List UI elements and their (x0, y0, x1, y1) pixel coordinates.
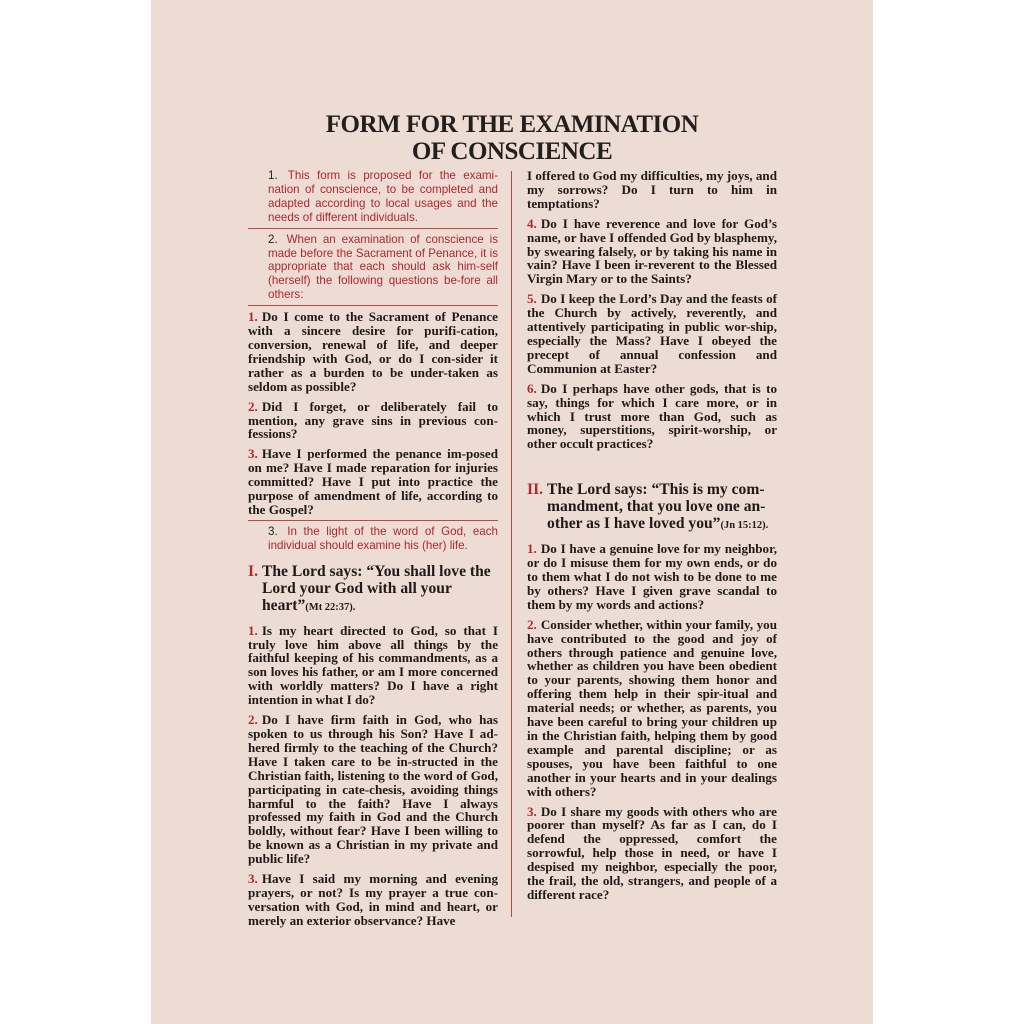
question-number: 4. (527, 215, 537, 231)
question-item (248, 713, 498, 866)
column-divider (511, 171, 512, 917)
heading-quote: The Lord says: “You shall love the Lord your God with all your heart” (261, 562, 491, 614)
note-number: 3. (268, 524, 278, 538)
note-text: When an examination of conscience is made before the Sacrament of Penance, it is appropriate that each should ask him-self (herself) the following questions be-fore all others: (268, 232, 498, 302)
note-text: This form is proposed for the exami-nation of conscience, to be completed and adapted according to local usages and the needs of different individuals. (268, 169, 498, 224)
question-item (527, 618, 777, 799)
question-text: Do I come to the Sacrament of Penance with a sincere desire for purifi-cation, conversion, renewal of life, and deeper friendship with God, or do I con-sider it rather as a burden to be under-taken as seldom as possible? (248, 309, 498, 394)
question-text: Have I said my morning and evening prayers, or not? Is my prayer a true con-versation with God, in mind and heart, or merely an exterior observance? Have (248, 871, 498, 928)
question-text: Did I forget, or deliberately fail to mention, any grave sins in previous con-fessions? (248, 398, 498, 442)
question-number: 1. (248, 622, 258, 638)
question-number: 2. (248, 398, 258, 414)
question-text: Do I keep the Lord’s Day and the feasts of the Church by actively, reverently, and attentively participating in public wor-ship, especially the Mass? Have I obeyed the precept of annual confession and Communion at Easter? (527, 291, 777, 376)
section-heading (248, 563, 498, 616)
title-line-1: FORM FOR THE EXAMINATION (325, 110, 699, 138)
question-item (248, 447, 498, 517)
question-text: Is my heart directed to God, so that I truly love him above all things by the faithful keeping of his commandments, as a son loves his father, or am I more concerned with worldly matters? Do I have a right intention in what I do? (248, 622, 498, 708)
note-number: 2. (268, 232, 278, 246)
question-number: 3. (527, 803, 537, 819)
heading-quote: The Lord says: “This is my com-mandment, that you love one an-other as I have loved you” (547, 481, 766, 533)
question-number: 5. (527, 291, 537, 307)
question-number: 1. (248, 309, 258, 325)
left-column (248, 169, 498, 934)
intro-note (248, 233, 498, 303)
question-text: Do I have firm faith in God, who has spoken to us through his Son? Have I ad-hered firmly to the teaching of the Church? Have I taken care to be in-structed in the Christian faith, listening to the word of God, participating in cate-chesis, avoiding things harmful to the faith? Have I always professed my faith in God and the Church boldly, without fear? Have I been willing to be known as a Christian in my private and public life? (248, 712, 498, 867)
question-item (527, 217, 777, 287)
intro-note (248, 169, 498, 225)
question-number: 3. (248, 871, 258, 887)
question-item (527, 382, 777, 452)
section-heading-text (262, 563, 498, 616)
scripture-reference: (Mt 22:37). (305, 601, 356, 613)
note-separator (248, 228, 498, 229)
question-item (527, 542, 777, 612)
title-line-2: OF CONSCIENCE (411, 137, 613, 165)
question-text: Do I have reverence and love for God’s name, or have I offended God by blasphemy, by swearing falsely, or by taking his name in vain? Have I been ir-reverent to the Blessed Virgin Mary or to the Saints? (527, 215, 777, 287)
question-item (248, 400, 498, 442)
question-item (527, 805, 777, 902)
section-numeral: I. (248, 562, 258, 580)
question-item (248, 310, 498, 393)
question-item (248, 872, 498, 928)
question-number: 1. (527, 541, 537, 557)
question-continuation: I offered to God my difficulties, my joys, and my sorrows? Do I turn to him in temptations? (527, 168, 777, 211)
note-separator (248, 305, 498, 306)
section-heading (527, 481, 777, 534)
section-heading-text (547, 481, 777, 534)
scripture-reference: (Jn 15:12). (720, 520, 769, 532)
question-number: 3. (248, 446, 258, 462)
intro-note (248, 525, 498, 553)
question-number: 2. (248, 712, 258, 728)
document-page (151, 0, 873, 1024)
question-text: Do I perhaps have other gods, that is to say, things for which I care more, or in which I trust more than God, such as money, superstitions, spirit-worship, or other occult practices? (527, 380, 777, 452)
note-text: In the light of the word of God, each individual should examine his (her) life. (268, 524, 498, 552)
note-number: 1. (268, 169, 278, 182)
question-number: 2. (527, 616, 537, 632)
section-numeral: II. (527, 481, 544, 499)
question-text: Do I share my goods with others who are poorer than myself? As far as I can, do I defend the oppressed, comfort the sorrowful, help those in need, or have I despised my neighbor, especially the poor, the frail, the old, strangers, and people of a different race? (527, 803, 777, 902)
question-number: 6. (527, 380, 537, 396)
question-text: Do I have a genuine love for my neighbor, or do I misuse them for my own ends, or do to them what I do not wish to be done to me by others? Have I given grave scandal to them by my words and actions? (527, 541, 777, 612)
right-column (527, 169, 777, 908)
question-text: Consider whether, within your family, you have contributed to the good and joy of others through patience and genuine love, whether as children you have been obedient to your parents, showing them honor and offering them help in their spir-itual and material needs; or whether, as parents, you have been careful to bring your children up in the Christian faith, helping them by good example and parental discipline; or as spouses, you have been faithful to one another in your hearts and in your dealings with others? (527, 616, 777, 799)
page-title (151, 111, 873, 165)
question-item (527, 292, 777, 375)
note-separator (248, 520, 498, 521)
question-text: Have I performed the penance im-posed on me? Have I made reparation for injuries committed? Have I put into practice the purpose of amendment of life, according to the Gospel? (248, 446, 498, 517)
question-item (248, 624, 498, 707)
